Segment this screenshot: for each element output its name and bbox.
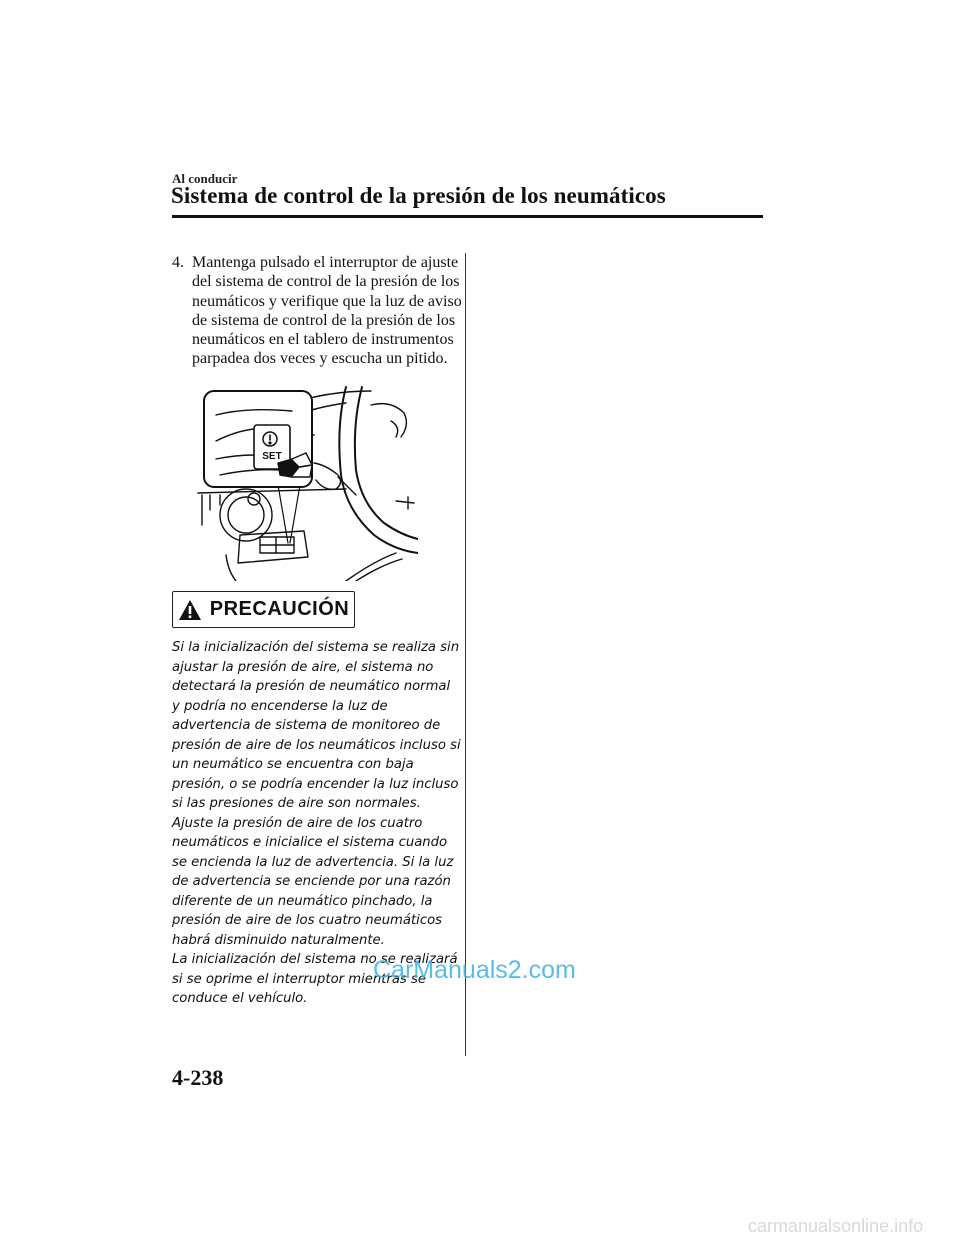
set-switch-label: SET [262,451,282,462]
page-number: 4-238 [172,1065,224,1090]
caution-paragraph: La inicialización del sistema no se realizará si se oprime el interruptor mientras se conduce el vehículo. [172,952,458,1006]
caution-text [172,638,462,1009]
step-4 [172,253,462,369]
step-text: Mantenga pulsado el interruptor de ajuste del sistema de control de la presión de los neumáticos y verifique que la luz de aviso de sistema de control de la presión de los neumáticos en el tablero de instrumentos parpadea dos veces y escucha un pitido. [192,254,462,368]
caution-paragraph: Si la inicialización del sistema se realiza sin ajustar la presión de aire, el sistema no detectará la presión de neumático normal y podría no encenderse la luz de advertencia de sistema de monitoreo de presión de aire de los neumáticos incluso si un neumático se encuentra con baja presión, o se podría encender la luz incluso si las presiones de aire son normales. [172,640,461,811]
steering-switch-illustration [196,385,418,581]
footer-url: carmanualsonline.info [748,1216,924,1236]
warning-triangle-icon [178,599,202,621]
caution-box [172,591,355,628]
column-divider [465,253,466,1056]
caution-label: PRECAUCIÓN [209,598,350,620]
section-label: Al conducir [172,171,238,186]
title-rule [172,215,763,218]
step-number: 4. [172,254,184,271]
chapter-title: Sistema de control de la presión de los neumáticos [171,183,666,208]
watermark: CarManuals2.com [373,956,576,984]
caution-paragraph: Ajuste la presión de aire de los cuatro neumáticos e inicialice el sistema cuando se encienda la luz de advertencia. Si la luz de advertencia se enciende por una razón diferente de un neumático pinchado, la presión de aire de los cuatro neumáticos habrá disminuido naturalmente. [172,815,454,948]
